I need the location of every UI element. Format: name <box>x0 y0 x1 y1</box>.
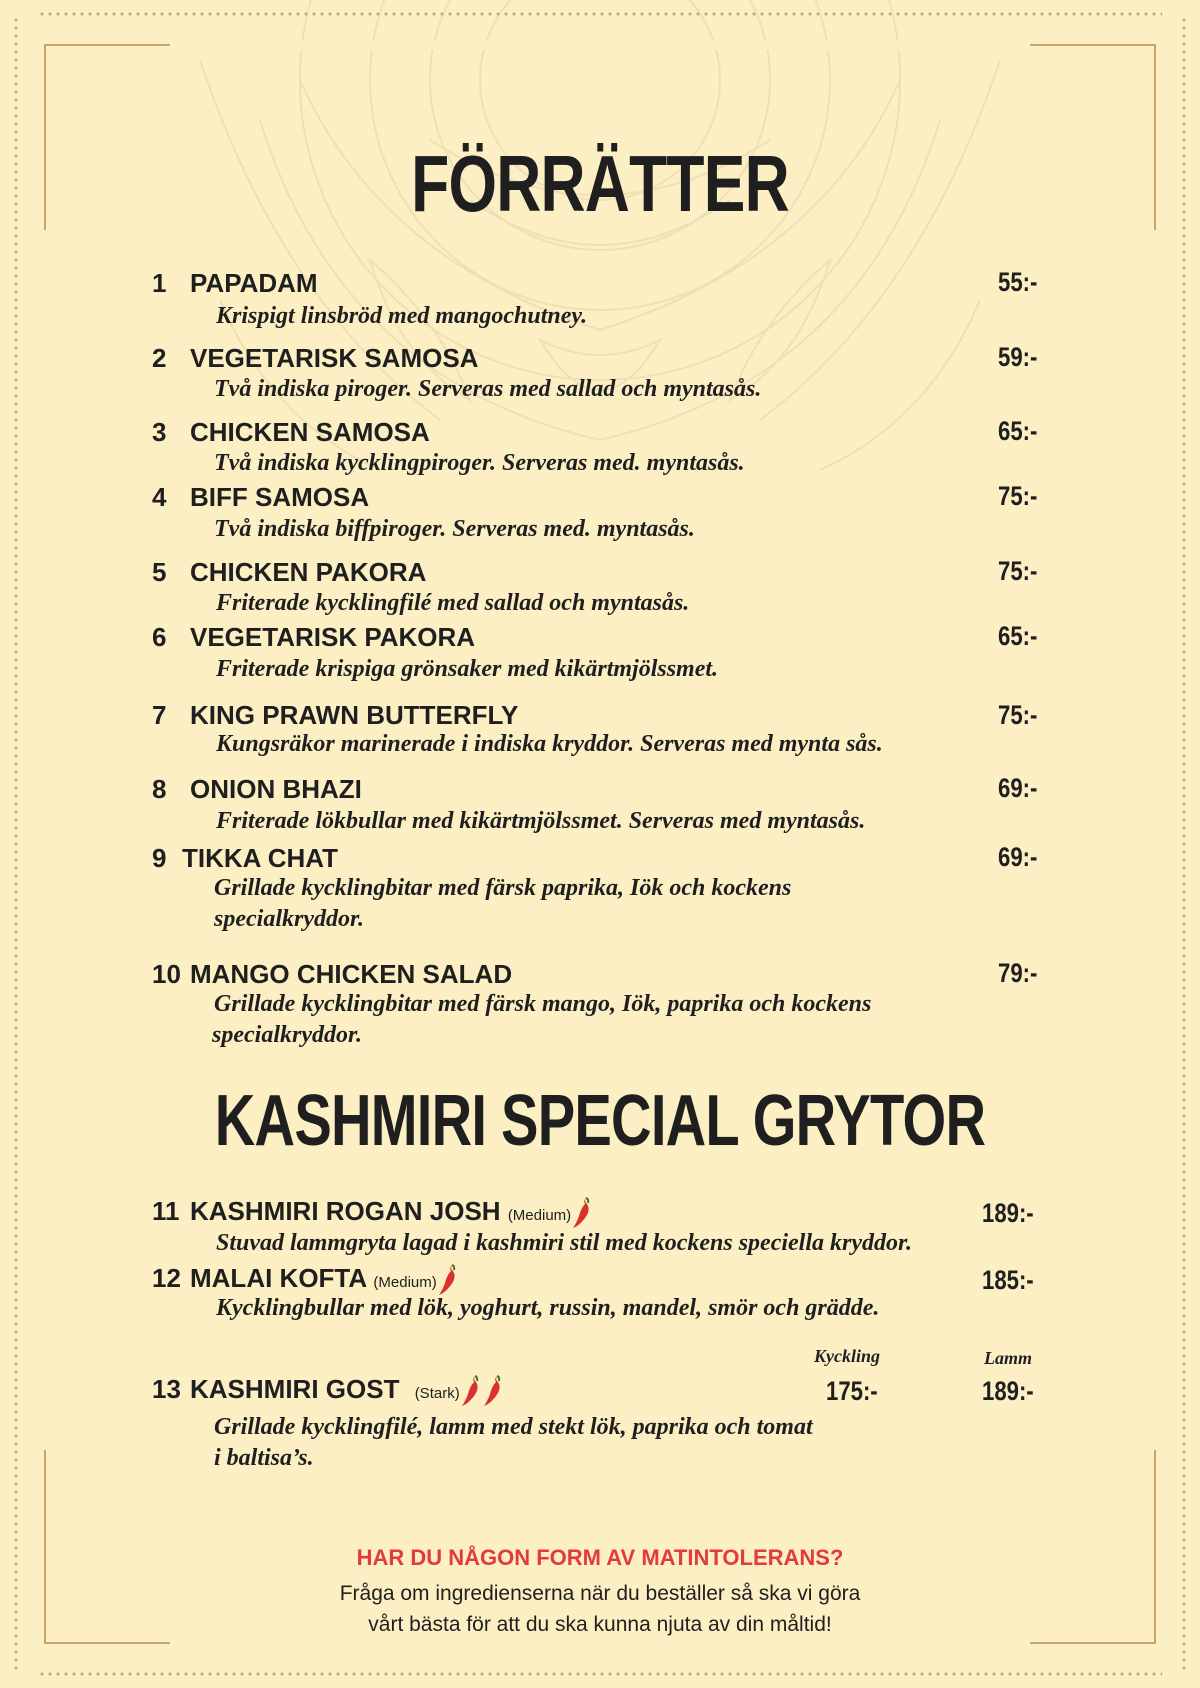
border-dots-bottom <box>38 1672 1162 1676</box>
item-name: KING PRAWN BUTTERFLY <box>190 700 519 730</box>
column-label-lamm: Lamm <box>984 1348 1032 1368</box>
item-name: PAPADAM <box>190 268 318 298</box>
item-description: Två indiska biffpiroger. Serveras med. myntasås. <box>214 516 695 542</box>
item-number: 9 <box>152 843 167 873</box>
item-name: MANGO CHICKEN SALAD <box>190 959 513 989</box>
item-number: 6 <box>152 622 167 652</box>
item-number: 5 <box>152 557 167 587</box>
border-dots-left <box>14 16 18 1672</box>
item-description: specialkryddor. <box>212 1022 362 1048</box>
intolerance-notice-text <box>0 1578 1200 1640</box>
item-description: Stuvad lammgryta lagad i kashmiri stil med kockens speciella kryddor. <box>216 1230 913 1256</box>
item-name: VEGETARISK PAKORA <box>190 622 476 652</box>
column-label-kyckling: Kyckling <box>814 1346 880 1366</box>
item-number: 8 <box>152 774 167 804</box>
chili-icon <box>482 1374 504 1408</box>
item-name: ONION BHAZI <box>190 774 362 804</box>
menu-item-title <box>152 622 475 653</box>
item-number: 13 <box>152 1374 181 1404</box>
item-number: 11 <box>152 1196 180 1226</box>
section-title-specials: KASHMIRI SPECIAL GRYTOR <box>214 1081 986 1161</box>
frame-gap-top <box>170 40 1030 50</box>
item-description: Två indiska piroger. Serveras med sallad och myntasås. <box>214 376 762 402</box>
item-description: Friterade kycklingfilé med sallad och myntasås. <box>216 590 690 616</box>
item-description: specialkryddor. <box>214 906 364 932</box>
item-price: 55:- <box>998 267 1038 297</box>
intolerance-notice-line: vårt bästa för att du ska kunna njuta av din måltid! <box>368 1613 832 1636</box>
item-price: 65:- <box>998 621 1038 651</box>
item-name: KASHMIRI ROGAN JOSH <box>190 1196 501 1226</box>
item-number: 7 <box>152 700 167 730</box>
chili-icon <box>460 1374 482 1408</box>
section-title-starters: FÖRRÄTTER <box>411 139 789 228</box>
item-price: 75:- <box>998 556 1038 586</box>
chili-icon <box>571 1196 593 1230</box>
item-description: Grillade kycklingbitar med färsk paprika, Iök och kockens <box>214 875 792 901</box>
item-price: 65:- <box>998 416 1038 446</box>
item-description: Kungsräkor marinerade i indiska kryddor. Serveras med mynta sås. <box>216 731 883 757</box>
item-price: 79:- <box>998 958 1038 988</box>
item-price-lamm: 189:- <box>982 1376 1034 1406</box>
border-dots-top <box>38 12 1162 16</box>
border-dots-right <box>1182 16 1186 1672</box>
item-price: 75:- <box>998 700 1038 730</box>
item-description: Kycklingbullar med lök, yoghurt, russin, mandel, smör och grädde. <box>216 1295 880 1321</box>
item-price: 59:- <box>998 342 1038 372</box>
item-name: CHICKEN PAKORA <box>190 557 427 587</box>
item-price: 69:- <box>998 842 1038 872</box>
item-description: Två indiska kycklingpiroger. Serveras med. myntasås. <box>214 450 745 476</box>
item-description: Grillade kycklingbitar med färsk mango, Iök, paprika och kockens <box>214 991 872 1017</box>
spice-level: (Stark) <box>414 1385 460 1402</box>
menu-item-title <box>152 700 518 731</box>
menu-item-title <box>152 343 478 374</box>
spice-level: (Medium) <box>507 1207 572 1224</box>
item-description: Grillade kycklingfilé, lamm med stekt lök, paprika och tomat <box>214 1414 813 1440</box>
intolerance-notice-line: Fråga om ingredienserna när du beställer så ska vi göra <box>339 1582 861 1605</box>
item-number: 1 <box>152 268 167 298</box>
item-description: i baltisa’s. <box>214 1445 314 1471</box>
frame-gap-left <box>40 230 50 1450</box>
item-name: MALAI KOFTA <box>190 1263 367 1293</box>
menu-item-title <box>152 417 430 448</box>
menu-item-title <box>152 1263 459 1297</box>
item-name: BIFF SAMOSA <box>190 482 370 512</box>
item-number: 12 <box>152 1263 181 1293</box>
item-number: 2 <box>152 343 167 373</box>
menu-item-title <box>152 774 362 805</box>
menu-item-title <box>152 959 512 990</box>
item-price: 69:- <box>998 773 1038 803</box>
spice-level: (Medium) <box>373 1274 437 1291</box>
menu-item-title <box>152 482 369 513</box>
item-price-kyckling: 175:- <box>826 1376 878 1406</box>
item-price: 189:- <box>982 1198 1034 1228</box>
item-number: 4 <box>152 482 167 512</box>
item-price: 75:- <box>998 481 1038 511</box>
item-number: 10 <box>152 959 181 989</box>
intolerance-notice-title: HAR DU NÅGON FORM AV MATINTOLERANS? <box>356 1545 844 1570</box>
menu-item-title <box>152 268 318 299</box>
item-price: 185:- <box>982 1265 1034 1295</box>
item-number: 3 <box>152 417 167 447</box>
menu-item-title <box>152 557 426 588</box>
menu-item-title <box>152 1196 593 1230</box>
item-name: TIKKA CHAT <box>182 843 338 873</box>
item-description: Krispigt linsbröd med mangochutney. <box>216 303 588 329</box>
menu-item-title <box>152 843 338 874</box>
item-description: Friterade krispiga grönsaker med kikärtmjölssmet. <box>216 656 719 682</box>
item-name: VEGETARISK SAMOSA <box>190 343 479 373</box>
menu-item-title <box>152 1374 504 1408</box>
item-name: CHICKEN SAMOSA <box>190 417 430 447</box>
item-name: KASHMIRI GOST <box>190 1374 400 1404</box>
frame-gap-right <box>1150 230 1160 1450</box>
item-description: Friterade lökbullar med kikärtmjölssmet. Serveras med myntasås. <box>216 808 866 834</box>
